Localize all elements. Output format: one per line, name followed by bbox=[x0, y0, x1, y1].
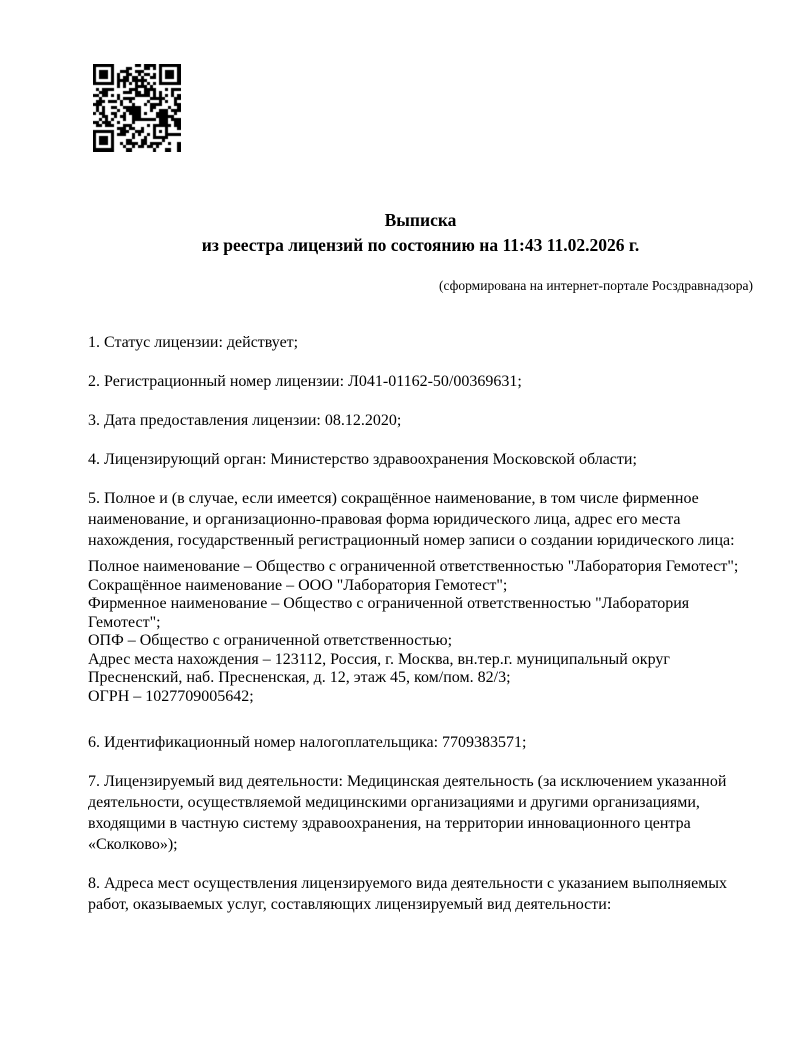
org-legal-form: ОПФ – Общество с ограниченной ответственностью; bbox=[88, 632, 453, 649]
document-title bbox=[88, 208, 753, 258]
org-ogrn: ОГРН – 1027709005642; bbox=[88, 687, 254, 705]
licensed-activity: 7. Лицензируемый вид деятельности: Медицинская деятельность (за исключением указанной деятельности, осуществляемой медицинскими организациями и другими организациями, входящими в частную систему здравоохранения, на территории инновационного центра «Сколково»); bbox=[88, 773, 727, 853]
license-status: 1. Статус лицензии: действует; bbox=[88, 334, 299, 351]
org-short-name: Сокращённое наименование – ООО "Лаборатория Гемотест"; bbox=[88, 576, 508, 594]
licensing-authority: 4. Лицензирующий орган: Министерство здравоохранения Московской области; bbox=[88, 451, 637, 468]
document-content bbox=[88, 0, 753, 933]
formation-note: (сформирована на интернет-портале Росздравнадзора) bbox=[438, 278, 753, 293]
license-grant-date: 3. Дата предоставления лицензии: 08.12.2020; bbox=[88, 412, 402, 429]
org-brand-name: Фирменное наименование – Общество с ограниченной ответственностью "Лаборатория Гемотест"; bbox=[88, 595, 690, 631]
license-reg-number: 2. Регистрационный номер лицензии: Л041-01162-50/00369631; bbox=[88, 373, 522, 390]
org-full-name: Полное наименование – Общество с ограниченной ответственностью "Лаборатория Гемотест"; bbox=[88, 558, 739, 575]
org-details bbox=[88, 558, 753, 706]
org-name-intro: 5. Полное и (в случае, если имеется) сокращённое наименование, в том числе фирменное наименование, и организационно-правовая форма юридического лица, адрес его места нахождения, государственный регистрационный номер записи о создании юридического лица: bbox=[88, 490, 735, 549]
activity-addresses-intro: 8. Адреса мест осуществления лицензируемого вида деятельности с указанием выполняемых работ, оказываемых услуг, составляющих лицензируемый вид деятельности: bbox=[88, 875, 728, 913]
title-line-2: из реестра лицензий по состоянию на 11:43 11.02.2026 г. bbox=[201, 235, 640, 255]
org-address: Адрес места нахождения – 123112, Россия, г. Москва, вн.тер.г. муниципальный округ Пресненский, наб. Пресненская, д. 12, этаж 45, ком/пом. 82/3; bbox=[88, 650, 670, 686]
title-line-1: Выписка bbox=[384, 210, 457, 230]
taxpayer-id: 6. Идентификационный номер налогоплательщика: 7709383571; bbox=[88, 734, 527, 751]
